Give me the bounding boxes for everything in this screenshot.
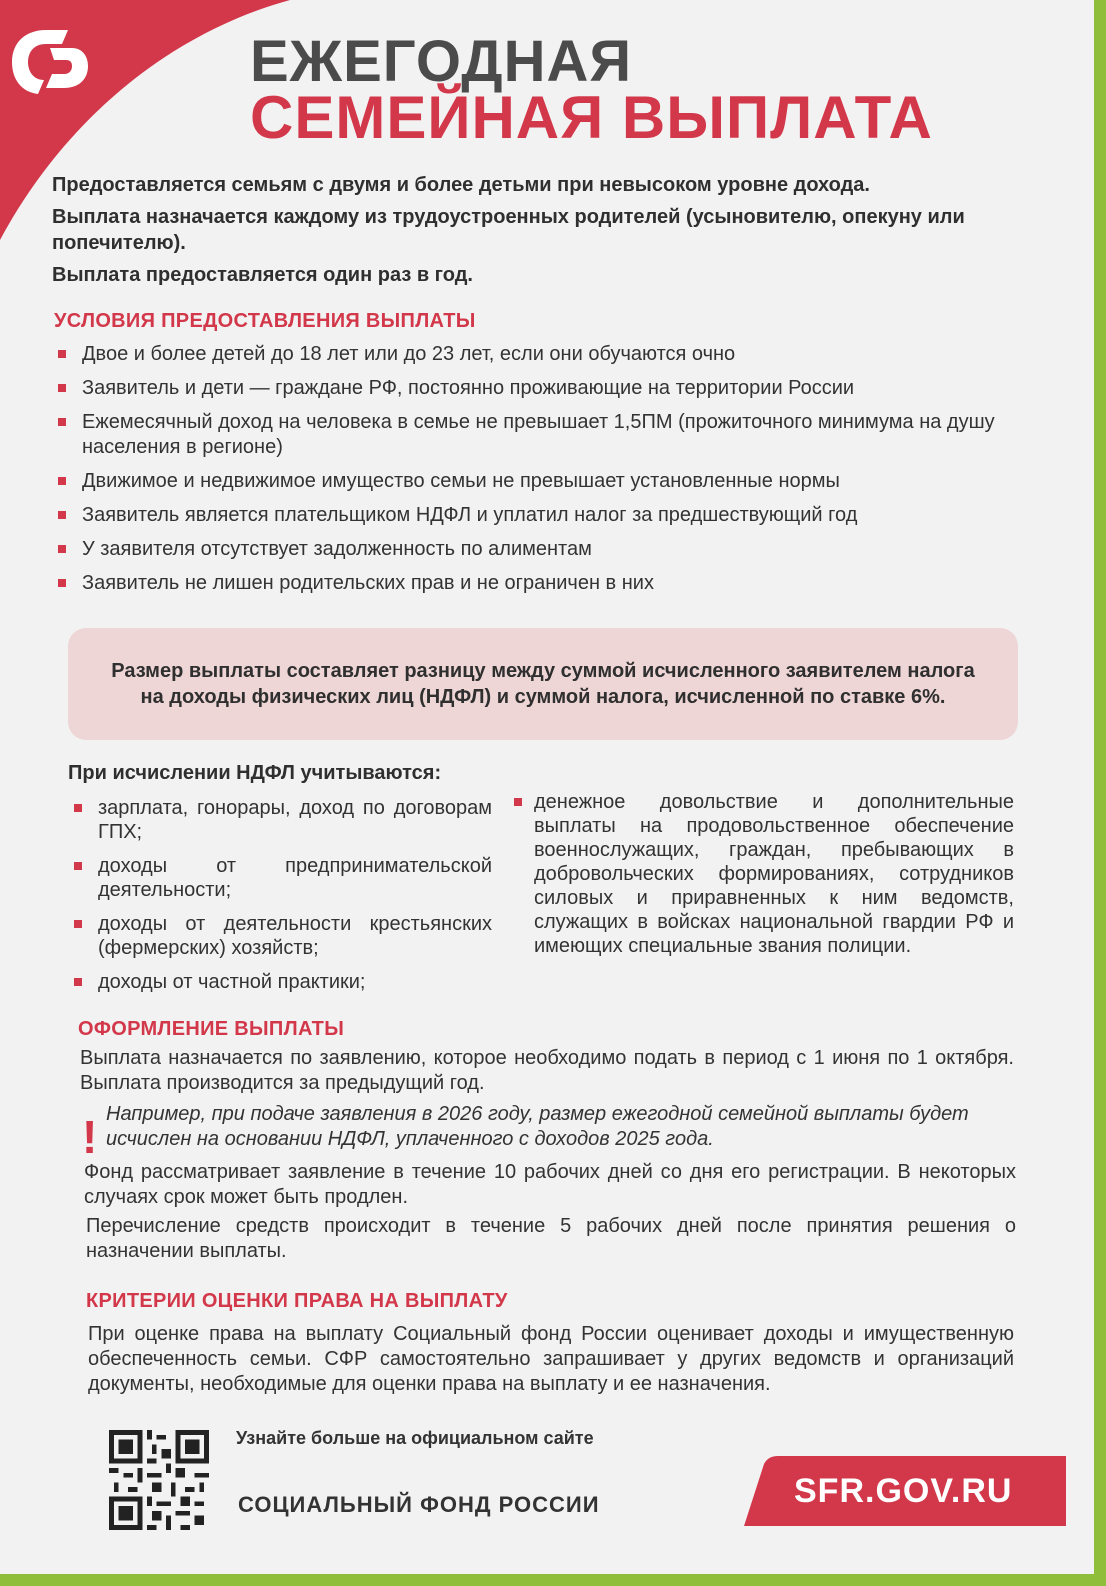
list-item-text: зарплата, гонорары, доход по договорам ГПХ; [98, 797, 492, 843]
bullet-icon [58, 350, 66, 358]
bullet-icon [58, 384, 66, 392]
example-note-text: Например, при подаче заявления в 2026 году, размер ежегодной семейной выплаты будет исчислен на основании НДФЛ, уплаченного с доходов 2025 года. [106, 1103, 969, 1150]
list-item [512, 790, 1014, 958]
footer-fund-name: СОЦИАЛЬНЫЙ ФОНД РОССИИ [238, 1492, 600, 1517]
list-item [72, 970, 492, 994]
list-item [72, 796, 492, 844]
bullet-icon [74, 804, 82, 812]
list-item-text: доходы от частной практики; [98, 971, 366, 993]
bullet-icon [74, 862, 82, 870]
review-paragraph: Фонд рассматривает заявление в течение 10 рабочих дней со дня его регистрации. В некоторых случаях срок может быть продлен. [84, 1161, 1016, 1208]
sfr-logo-icon [2, 18, 90, 106]
criteria-paragraph: При оценке права на выплату Социальный фонд России оценивает доходы и имущественную обеспеченность семьи. СФР самостоятельно запрашивает у других ведомств и организаций документы, необходимые для оценки права на выплату и ее назначения. [88, 1323, 1014, 1395]
intro-line: Предоставляется семьям с двумя и более детьми при невысоком уровне дохода. [52, 174, 870, 196]
intro-line: Выплата предоставляется один раз в год. [52, 264, 473, 286]
bullet-icon [58, 511, 66, 519]
ndfl-title: При исчислении НДФЛ учитываются: [68, 762, 442, 784]
website-link[interactable]: SFR.GOV.RU [794, 1472, 1013, 1510]
example-note [84, 1102, 1024, 1152]
list-item-text: У заявителя отсутствует задолженность по алиментам [82, 538, 592, 560]
list-item-text: Заявитель не лишен родительских прав и не ограничен в них [82, 572, 654, 594]
criteria-heading: КРИТЕРИИ ОЦЕНКИ ПРАВА НА ВЫПЛАТУ [86, 1290, 508, 1312]
ndfl-list-right [512, 790, 1014, 958]
bullet-icon [74, 920, 82, 928]
bullet-icon [58, 418, 66, 426]
conditions-list [56, 342, 1026, 605]
footer-more-info: Узнайте больше на официальном сайте [236, 1428, 594, 1448]
list-item-text: денежное довольствие и дополнительные выплаты на продовольственное обеспечение военнослужащих, граждан, пребывающих в добровольческих формированиях, сотрудников силовых и приравненных к ним ведомств, служащих в войсках национальной гвардии РФ и имеющих специальные звания полиции. [534, 791, 1014, 957]
list-item-text: Заявитель и дети — граждане РФ, постоянно проживающие на территории России [82, 377, 855, 399]
bullet-icon [74, 978, 82, 986]
list-item-text: Ежемесячный доход на человека в семье не превышает 1,5ПМ (прожиточного минимума на душу населения в регионе) [82, 411, 995, 458]
list-item-text: Заявитель является плательщиком НДФЛ и уплатил налог за предшествующий год [82, 504, 858, 526]
list-item-text: Двое и более детей до 18 лет или до 23 лет, если они обучаются очно [82, 343, 736, 365]
list-item [56, 537, 1026, 562]
list-item [56, 469, 1026, 494]
bullet-icon [514, 798, 522, 806]
list-item-text: доходы от деятельности крестьянских (фермерских) хозяйств; [98, 913, 492, 959]
payment-size-text: Размер выплаты составляет разницу между суммой исчисленного заявителем налога на доходы физических лиц (НДФЛ) и суммой налога, исчисленной по ставке 6%. [111, 660, 975, 708]
exclamation-icon: ! [82, 1111, 98, 1163]
registration-paragraph: Выплата назначается по заявлению, которое необходимо подать в период с 1 июня по 1 октября. Выплата производится за предыдущий год. [80, 1047, 1014, 1094]
bullet-icon [58, 579, 66, 587]
conditions-heading: УСЛОВИЯ ПРЕДОСТАВЛЕНИЯ ВЫПЛАТЫ [54, 310, 476, 332]
intro-text [52, 172, 1042, 294]
bullet-icon [58, 477, 66, 485]
title-line-2: СЕМЕЙНАЯ ВЫПЛАТА [250, 84, 933, 151]
bullet-icon [58, 545, 66, 553]
registration-heading: ОФОРМЛЕНИЕ ВЫПЛАТЫ [78, 1018, 345, 1040]
list-item-text: Движимое и недвижимое имущество семьи не превышает установленные нормы [82, 470, 840, 492]
payment-size-box [68, 628, 1018, 740]
list-item [72, 854, 492, 902]
list-item [56, 571, 1026, 596]
list-item [56, 410, 1026, 460]
list-item [56, 342, 1026, 367]
list-item [56, 503, 1026, 528]
ndfl-list-left [72, 796, 492, 1004]
title-line-1: ЕЖЕГОДНАЯ [250, 29, 633, 94]
intro-line: Выплата назначается каждому из трудоустроенных родителей (усыновителю, опекуну или попечителю). [52, 206, 965, 254]
qr-code-icon [106, 1430, 212, 1530]
list-item-text: доходы от предпринимательской деятельности; [98, 855, 492, 901]
transfer-paragraph: Перечисление средств происходит в течение 5 рабочих дней после принятия решения о назначении выплаты. [86, 1215, 1016, 1262]
list-item [72, 912, 492, 960]
list-item [56, 376, 1026, 401]
